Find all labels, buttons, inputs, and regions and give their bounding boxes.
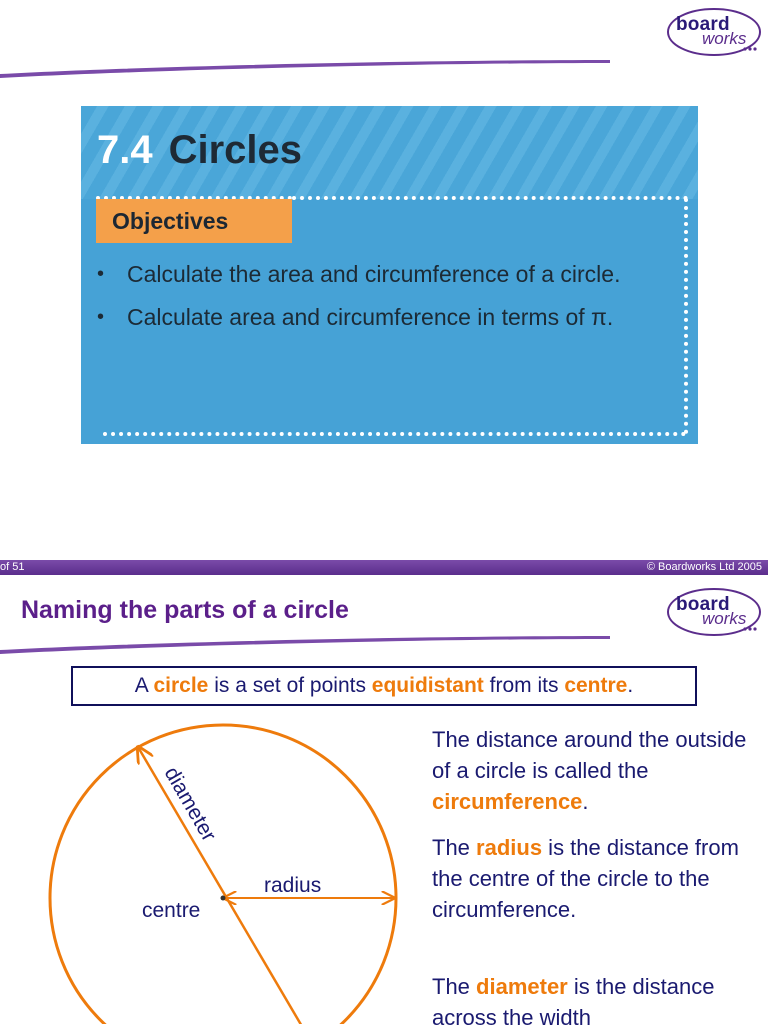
objectives-list [95,256,655,342]
circle-diagram [0,700,420,1024]
header-swoosh [0,628,768,658]
objective-item: • Calculate area and circumference in terms of π. [95,299,655,335]
paragraph-text: is the distance across the width [432,974,715,1030]
centre-point [221,896,226,901]
diameter-label: diameter [159,763,221,846]
dotted-border-right [684,198,688,434]
lesson-number: 7.4 [97,128,153,172]
term-radius: radius [476,835,543,860]
definition-text: . [627,674,634,697]
paragraph-text: is the distance from the centre of the circle to the circumference. [432,835,739,922]
logo-word-works: works [702,29,747,48]
slide-page-number: of 51 [0,561,25,573]
paragraph-text: The [432,835,477,860]
logo-word-board: board [676,14,730,35]
slide-footer-bar [0,560,768,575]
objective-item: • Calculate the area and circumference of a circle. [95,256,655,292]
slide-title: Naming the parts of a circle [21,596,349,624]
boardworks-logo [666,6,762,58]
centre-label: centre [142,899,201,922]
lesson-title-text: Circles [168,128,303,172]
term-diameter: diameter [476,974,568,999]
definition-text: from its [483,674,565,697]
dotted-border-top [292,196,688,200]
paragraph-text: The distance around the outside of a circle is called the [432,727,747,783]
objectives-label: Objectives [96,199,292,243]
header-swoosh [0,54,768,84]
term-circumference: circumference [432,789,583,814]
logo-word-works: works [702,609,747,628]
definition-text: is a set of points [208,674,372,697]
logo-word-board: board [676,594,730,615]
paragraph-text: The [432,974,477,999]
lesson-title [97,128,302,173]
circumference-paragraph [432,724,752,817]
term-centre: centre [564,674,628,697]
radius-label: radius [264,874,322,897]
definition-text: A [134,674,154,697]
objectives-banner [81,106,698,444]
term-circle: circle [153,674,209,697]
term-equidistant: equidistant [371,674,484,697]
paragraph-text: . [582,789,589,814]
dotted-border-bottom [103,432,686,436]
circle-outline [50,725,396,1024]
radius-paragraph [432,832,752,925]
copyright-text: © Boardworks Ltd 2005 [646,561,762,573]
